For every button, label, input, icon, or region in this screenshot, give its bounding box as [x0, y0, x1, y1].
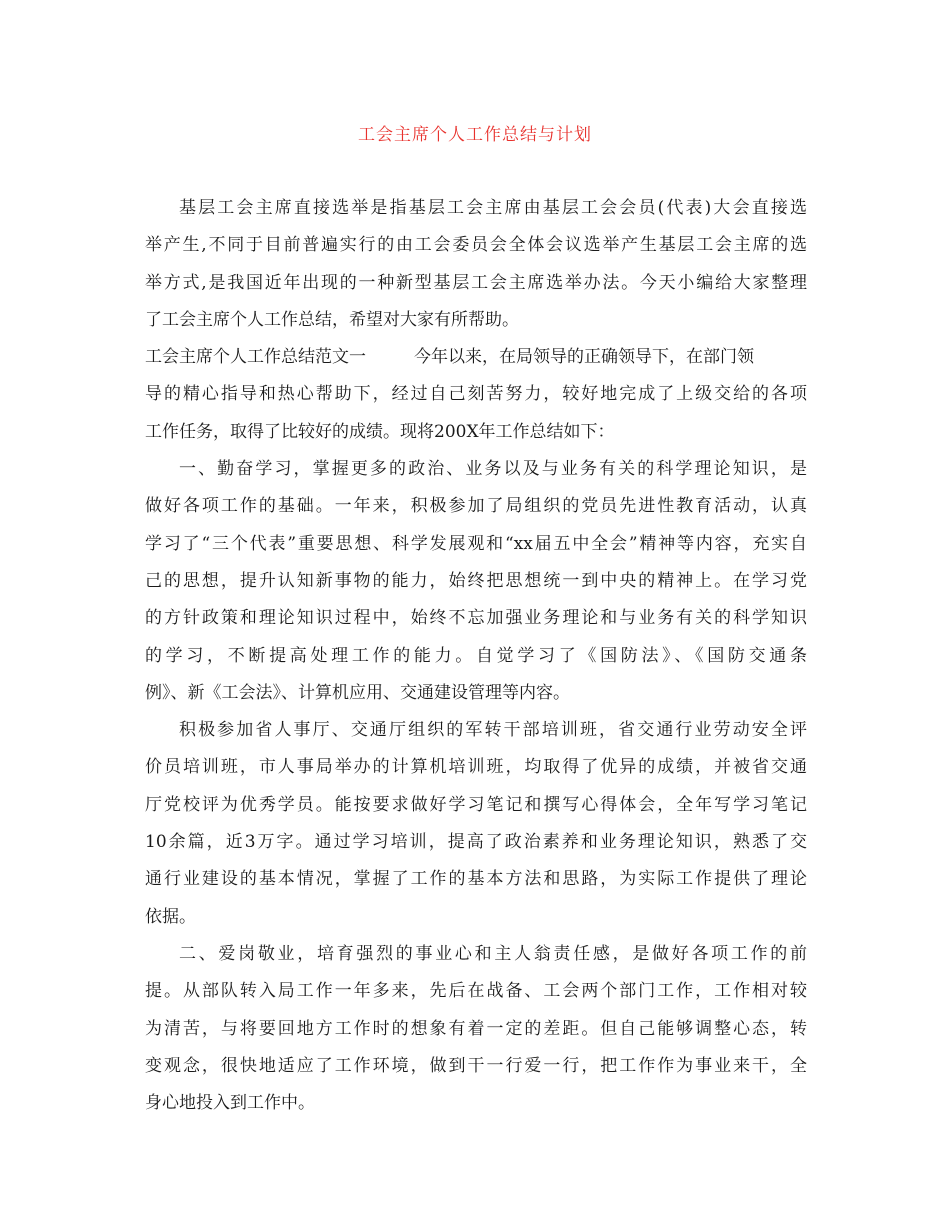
document-body: [145, 190, 807, 1122]
text-line: 举产生,不同于目前普遍实行的由工会委员会全体会议选举产生基层工会主席的选: [145, 235, 807, 256]
text-line: 厅党校评为优秀学员。能按要求做好学习笔记和撰写心得体会，全年写学习笔记: [145, 794, 807, 815]
text-line: 学习了“三个代表”重要思想、科学发展观和“xx届五中全会”精神等内容，充实自: [145, 533, 807, 554]
text-line: 导的精心指导和热心帮助下，经过自己刻苦努力，较好地完成了上级交给的各项: [145, 384, 807, 405]
text-line: 的学习，不断提高处理工作的能力。自觉学习了《国防法》、《国防交通条: [145, 645, 807, 666]
text-line: 工作任务，取得了比较好的成绩。现将200X年工作总结如下：: [145, 421, 615, 442]
text-line: 做好各项工作的基础。一年来，积极参加了局组织的党员先进性教育活动，认真: [145, 496, 807, 517]
text-line: 己的思想，提升认知新事物的能力，始终把思想统一到中央的精神上。在学习党: [145, 570, 807, 591]
text-line: 10余篇，近3万字。通过学习培训，提高了政治素养和业务理论知识，熟悉了交: [145, 832, 807, 853]
text-line: 一、勤奋学习，掌握更多的政治、业务以及与业务有关的科学理论知识，是: [179, 459, 807, 480]
section-heading: 工会主席个人工作总结范文一: [145, 347, 366, 368]
text-line: 为清苦，与将要回地方工作时的想象有着一定的差距。但自己能够调整心态，转: [145, 1018, 807, 1039]
text-line: 价员培训班，市人事局举办的计算机培训班，均取得了优异的成绩，并被省交通: [145, 757, 807, 778]
text-line: 基层工会主席直接选举是指基层工会主席由基层工会会员(代表)大会直接选: [179, 198, 807, 218]
text-line: 二、爱岗敬业，培育强烈的事业心和主人翁责任感，是做好各项工作的前: [179, 943, 807, 964]
text-line: 依据。: [145, 906, 196, 927]
text-line: 举方式,是我国近年出现的一种新型基层工会主席选举办法。今天小编给大家整理: [145, 272, 807, 293]
text-line: [145, 339, 807, 376]
text-line: 例》、新《工会法》、计算机应用、交通建设管理等内容。: [145, 682, 570, 703]
text-line: 通行业建设的基本情况，掌握了工作的基本方法和思路，为实际工作提供了理论: [145, 869, 807, 890]
text-fragment: 今年以来，在局领导的正确领导下，在部门领: [414, 347, 754, 368]
text-line: 提。从部队转入局工作一年多来，先后在战备、工会两个部门工作，工作相对较: [145, 981, 807, 1002]
text-line: 的方针政策和理论知识过程中，始终不忘加强业务理论和与业务有关的科学知识: [145, 608, 807, 629]
text-line: 身心地投入到工作中。: [145, 1093, 315, 1114]
text-line: 积极参加省人事厅、交通厅组织的军转干部培训班，省交通行业劳动安全评: [179, 720, 807, 741]
text-line: 了工会主席个人工作总结，希望对大家有所帮助。: [145, 309, 519, 330]
document-title: 工会主席个人工作总结与计划: [358, 125, 592, 145]
text-line: 变观念，很快地适应了工作环境，做到干一行爱一行，把工作作为事业来干，全: [145, 1055, 807, 1076]
